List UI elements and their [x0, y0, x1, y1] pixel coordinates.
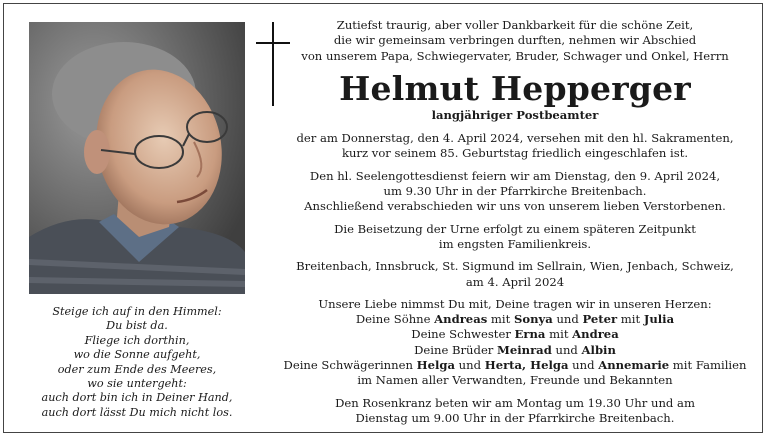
family-intro: Unsere Liebe nimmst Du mit, Deine tragen wir in unseren Herzen: — [318, 296, 712, 311]
service-line-1: Den hl. Seelengottesdienst feiern wir am Dienstag, den 9. April 2024, — [309, 168, 721, 183]
deceased-title: langjähriger Postbeamter — [431, 107, 599, 122]
intro-line-2: die wir gemeinsam verbringen durften, nehmen wir Abschied — [333, 33, 697, 48]
deceased-name: Helmut Hepperger — [339, 68, 691, 108]
place-date-line-2: am 4. April 2024 — [465, 274, 565, 289]
intro-line-3: von unserem Papa, Schwiegervater, Bruder, Schwager und Onkel, Herrn — [301, 48, 729, 63]
family-inlaws: Deine Schwägerinnen Helga und Herta, Helga und Annemarie mit Familien — [283, 358, 747, 373]
service-line-2: um 9.30 Uhr in der Pfarrkirche Breitenbach. — [383, 184, 647, 199]
poem-line: oder zum Ende des Meeres, — [57, 362, 217, 376]
service-line-3: Anschließend verabschieden wir uns von unserem lieben Verstorbenen. — [304, 199, 726, 214]
family-list — [282, 297, 748, 389]
intro-line-1: Zutiefst traurig, aber voller Dankbarkeit für die schöne Zeit, — [336, 18, 694, 32]
place-date-line-1: Breitenbach, Innsbruck, St. Sigmund im Sellrain, Wien, Jenbach, Schweiz, — [296, 259, 734, 274]
portrait-photo — [29, 22, 245, 294]
family-brothers: Deine Brüder Meinrad und Albin — [414, 342, 616, 357]
poem-line: Fliege ich dorthin, — [84, 333, 190, 347]
portrait-illustration — [29, 22, 245, 294]
poem — [18, 305, 256, 420]
rosary-line-2: Dienstag um 9.00 Uhr in der Pfarrkirche Breitenbach. — [355, 410, 675, 425]
death-notice-line-1: der am Donnerstag, den 4. April 2024, versehen mit den hl. Sakramenten, — [296, 131, 734, 146]
poem-line: Du bist da. — [106, 319, 168, 333]
family-sons: Deine Söhne Andreas mit Sonya und Peter mit Julia — [355, 312, 675, 327]
burial-line-1: Die Beisetzung der Urne erfolgt zu einem späteren Zeitpunkt — [334, 221, 696, 236]
family-closing: im Namen aller Verwandten, Freunde und Bekannten — [357, 373, 673, 388]
burial-line-2: im engsten Familienkreis. — [438, 236, 592, 251]
notice-text — [282, 18, 748, 426]
death-notice-line-2: kurz vor seinem 85. Geburtstag friedlich eingeschlafen ist. — [341, 146, 689, 161]
family-sister: Deine Schwester Erna mit Andrea — [411, 327, 619, 342]
poem-line: auch dort lässt Du mich nicht los. — [41, 405, 233, 419]
rosary-line-1: Den Rosenkranz beten wir am Montag um 19.30 Uhr und am — [335, 395, 695, 410]
poem-line: wo die Sonne aufgeht, — [73, 348, 201, 362]
poem-line: auch dort bin ich in Deiner Hand, — [41, 391, 233, 405]
poem-line: wo sie untergeht: — [87, 377, 187, 391]
poem-line: Steige ich auf in den Himmel: — [52, 305, 222, 318]
